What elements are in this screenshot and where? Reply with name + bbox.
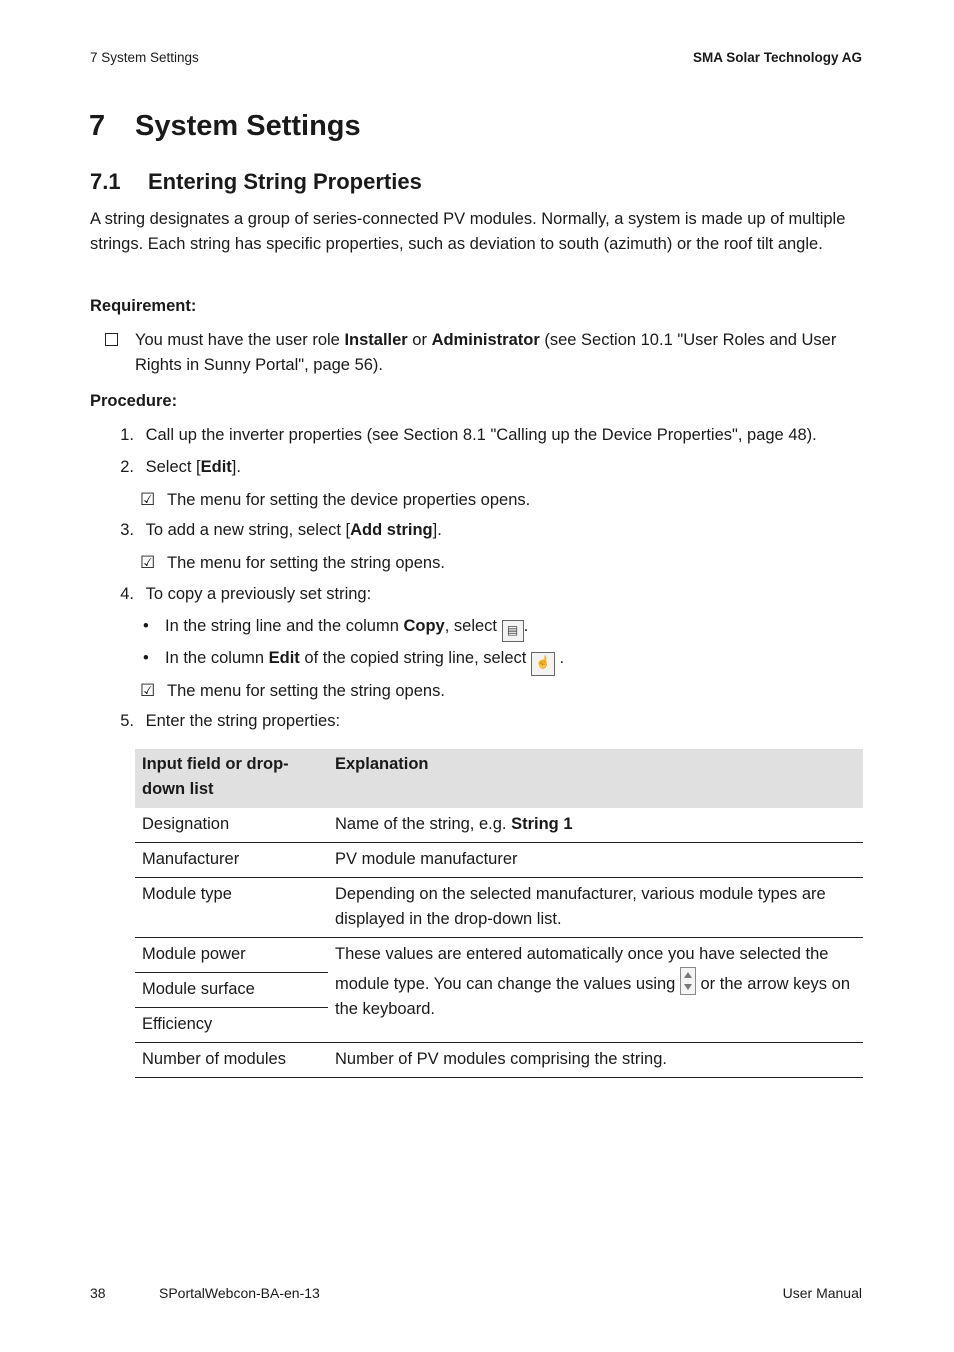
- step-4-bullet-1: • In the string line and the column Copy, select ▤ .: [143, 614, 528, 642]
- requirement-checkbox-icon: [105, 328, 118, 353]
- running-header-company: SMA Solar Technology AG: [692, 50, 862, 65]
- table-header-row: [135, 749, 863, 808]
- chapter-title-text: System Settings: [135, 110, 361, 142]
- procedure-label: Procedure:: [90, 392, 178, 410]
- edit-button-ref: Edit: [200, 458, 232, 476]
- table-row: Designation Name of the string, e.g. String 1: [135, 808, 863, 843]
- table-row: Module type Depending on the selected manufacturer, various module types are displayed in the drop-down list.: [135, 878, 863, 938]
- step-4-result: ☑ The menu for setting the string opens.: [140, 678, 445, 704]
- check-icon: ☑: [140, 681, 156, 700]
- role-installer: Installer: [344, 331, 408, 349]
- table-row: Manufacturer PV module manufacturer: [135, 843, 863, 878]
- chapter-number: 7: [89, 110, 106, 142]
- role-administrator: Administrator: [431, 331, 540, 349]
- chapter-title: [89, 110, 361, 143]
- table-header-explanation: Explanation: [328, 749, 863, 808]
- requirement-label: Requirement:: [90, 297, 197, 315]
- check-icon: ☑: [140, 553, 156, 572]
- step-4-bullet-2: • In the column Edit of the copied string line, select ☝ .: [143, 646, 564, 676]
- document-type: User Manual: [782, 1285, 862, 1301]
- section-title: [90, 169, 422, 195]
- step-3-result: ☑ The menu for setting the string opens.: [140, 550, 445, 576]
- step-1: 1. Call up the inverter properties (see Section 8.1 "Calling up the Device Properties", page 48).: [120, 426, 817, 444]
- section-title-text: Entering String Properties: [148, 169, 422, 194]
- copy-icon: ▤: [502, 620, 524, 642]
- page-number: 38: [90, 1285, 106, 1301]
- table-header-field: Input field or drop-down list: [135, 749, 328, 808]
- string-properties-table: [135, 749, 863, 1078]
- table-row: Efficiency: [135, 1008, 863, 1043]
- add-string-button-ref: Add string: [350, 521, 433, 539]
- table-row: Module surface: [135, 973, 863, 1008]
- step-2-result: ☑ The menu for setting the device properties opens.: [140, 487, 530, 513]
- intro-paragraph: A string designates a group of series-connected PV modules. Normally, a system is made up of multiple strings. Each string has specific properties, such as deviation to south (azimuth) or the roof tilt angle.: [90, 210, 846, 253]
- spinner-arrows-icon: [680, 967, 696, 995]
- table-row: Module power These values are entered automatically once you have selected the module type. You can change the values using or the arrow keys on the keyboard.: [135, 938, 863, 973]
- step-5: 5. Enter the string properties:: [120, 712, 341, 730]
- table-row: Number of modules Number of PV modules comprising the string.: [135, 1043, 863, 1078]
- check-icon: ☑: [140, 490, 156, 509]
- running-header-chapter: 7 System Settings: [90, 50, 199, 65]
- step-3: 3. To add a new string, select [Add string].: [120, 521, 442, 539]
- document-id: SPortalWebcon-BA-en-13: [159, 1285, 320, 1301]
- requirement-text: You must have the user role Installer or Administrator (see Section 10.1 "User Roles and User Rights in Sunny Portal", page 56).: [135, 331, 837, 374]
- step-2: 2. Select [Edit].: [120, 458, 241, 476]
- edit-hand-icon: ☝: [531, 652, 555, 676]
- section-number: 7.1: [90, 169, 121, 194]
- step-4: 4. To copy a previously set string:: [120, 585, 372, 603]
